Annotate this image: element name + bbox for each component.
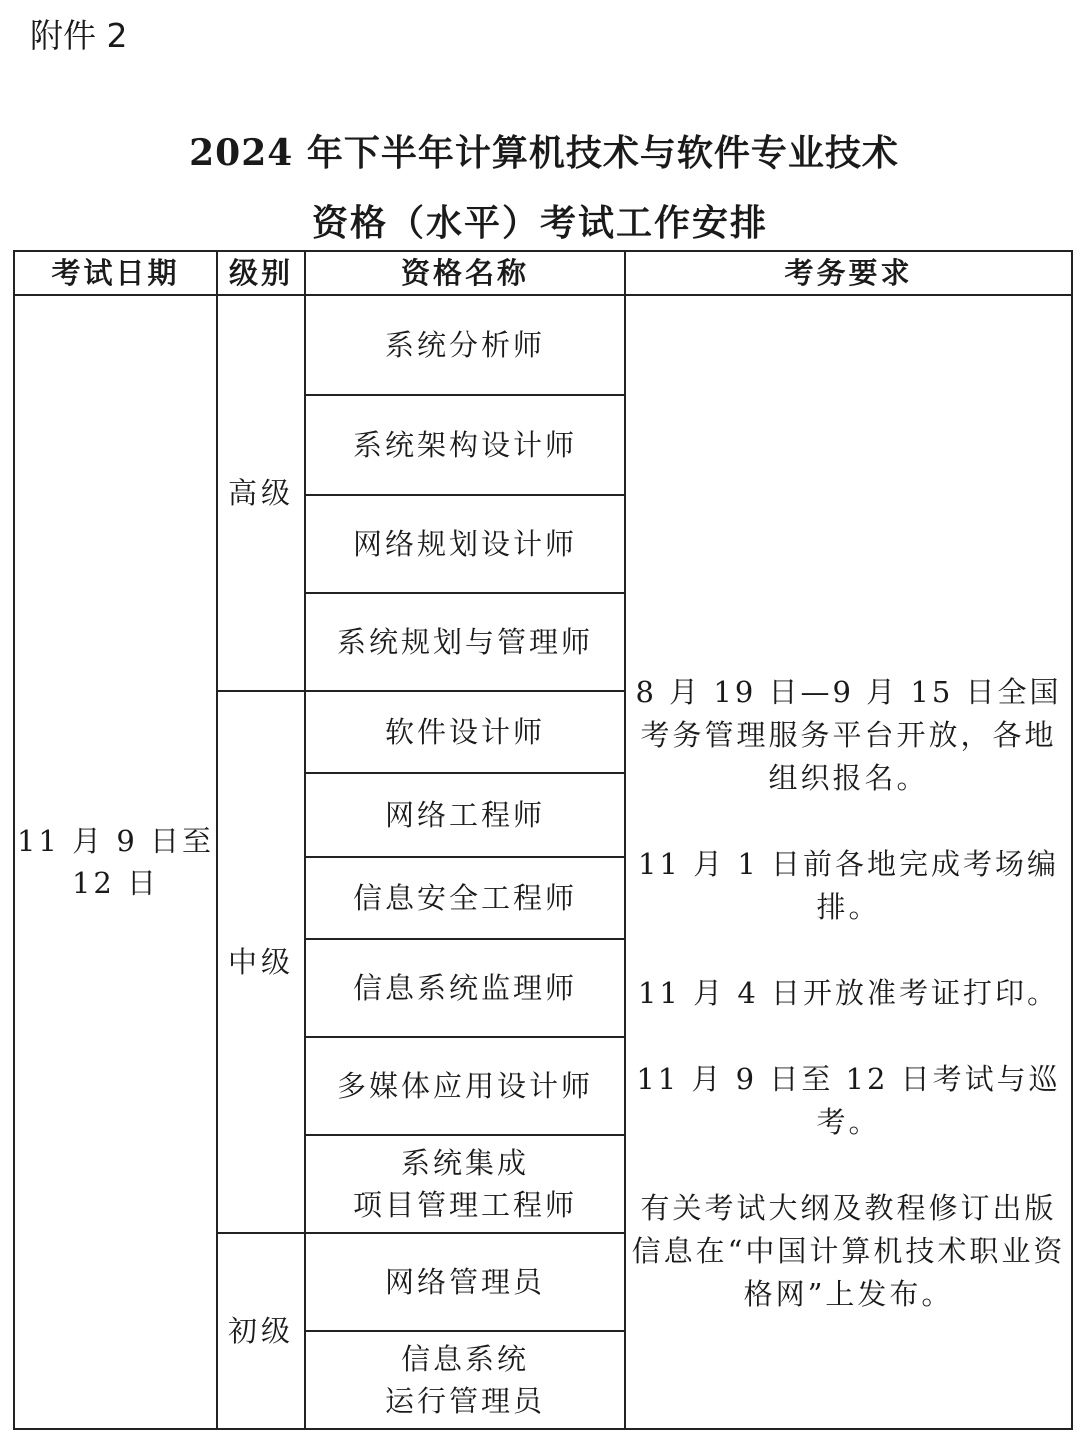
level-intermediate: 中级 bbox=[217, 691, 305, 1233]
document-title-line-2: 资格（水平）考试工作安排 bbox=[311, 202, 768, 244]
header-requirements: 考务要求 bbox=[625, 251, 1072, 295]
requirement-item: 11 月 1 日前各地完成考场编排。 bbox=[637, 846, 1059, 924]
table-header-row bbox=[14, 251, 1072, 295]
header-qualification-name: 资格名称 bbox=[305, 251, 625, 295]
requirement-item: 8 月 19 日—9 月 15 日全国考务管理服务平台开放，各地组织报名。 bbox=[635, 674, 1062, 795]
qualification-name: 网络管理员 bbox=[305, 1233, 625, 1331]
level-senior: 高级 bbox=[217, 295, 305, 691]
qualification-name: 网络规划设计师 bbox=[305, 495, 625, 593]
level-junior: 初级 bbox=[217, 1233, 305, 1429]
requirement-item: 11 月 4 日开放准考证打印。 bbox=[637, 975, 1059, 1010]
qualification-name: 信息系统监理师 bbox=[305, 939, 625, 1037]
qualification-name: 软件设计师 bbox=[305, 691, 625, 773]
qualification-name: 多媒体应用设计师 bbox=[305, 1037, 625, 1135]
requirement-item: 11 月 9 日至 12 日考试与巡考。 bbox=[636, 1061, 1061, 1139]
qualification-name: 系统规划与管理师 bbox=[305, 593, 625, 691]
header-level: 级别 bbox=[217, 251, 305, 295]
qualification-name: 系统架构设计师 bbox=[305, 395, 625, 495]
qualification-name: 网络工程师 bbox=[305, 773, 625, 857]
document-title-line-1: 2024 年下半年计算机技术与软件专业技术 bbox=[189, 132, 899, 174]
attachment-label: 附件 2 bbox=[30, 16, 128, 55]
requirements-cell bbox=[625, 295, 1072, 1429]
exam-date-cell: 11 月 9 日至 12 日 bbox=[14, 295, 217, 1429]
exam-schedule-table bbox=[13, 250, 1073, 1430]
qualification-name: 信息系统 运行管理员 bbox=[305, 1331, 625, 1429]
qualification-name: 信息安全工程师 bbox=[305, 857, 625, 939]
table-row bbox=[14, 295, 1072, 395]
qualification-name: 系统分析师 bbox=[305, 295, 625, 395]
header-exam-date: 考试日期 bbox=[14, 251, 217, 295]
qualification-name: 系统集成 项目管理工程师 bbox=[305, 1135, 625, 1233]
requirement-item: 有关考试大纲及教程修订出版信息在“中国计算机技术职业资格网”上发布。 bbox=[631, 1190, 1066, 1311]
